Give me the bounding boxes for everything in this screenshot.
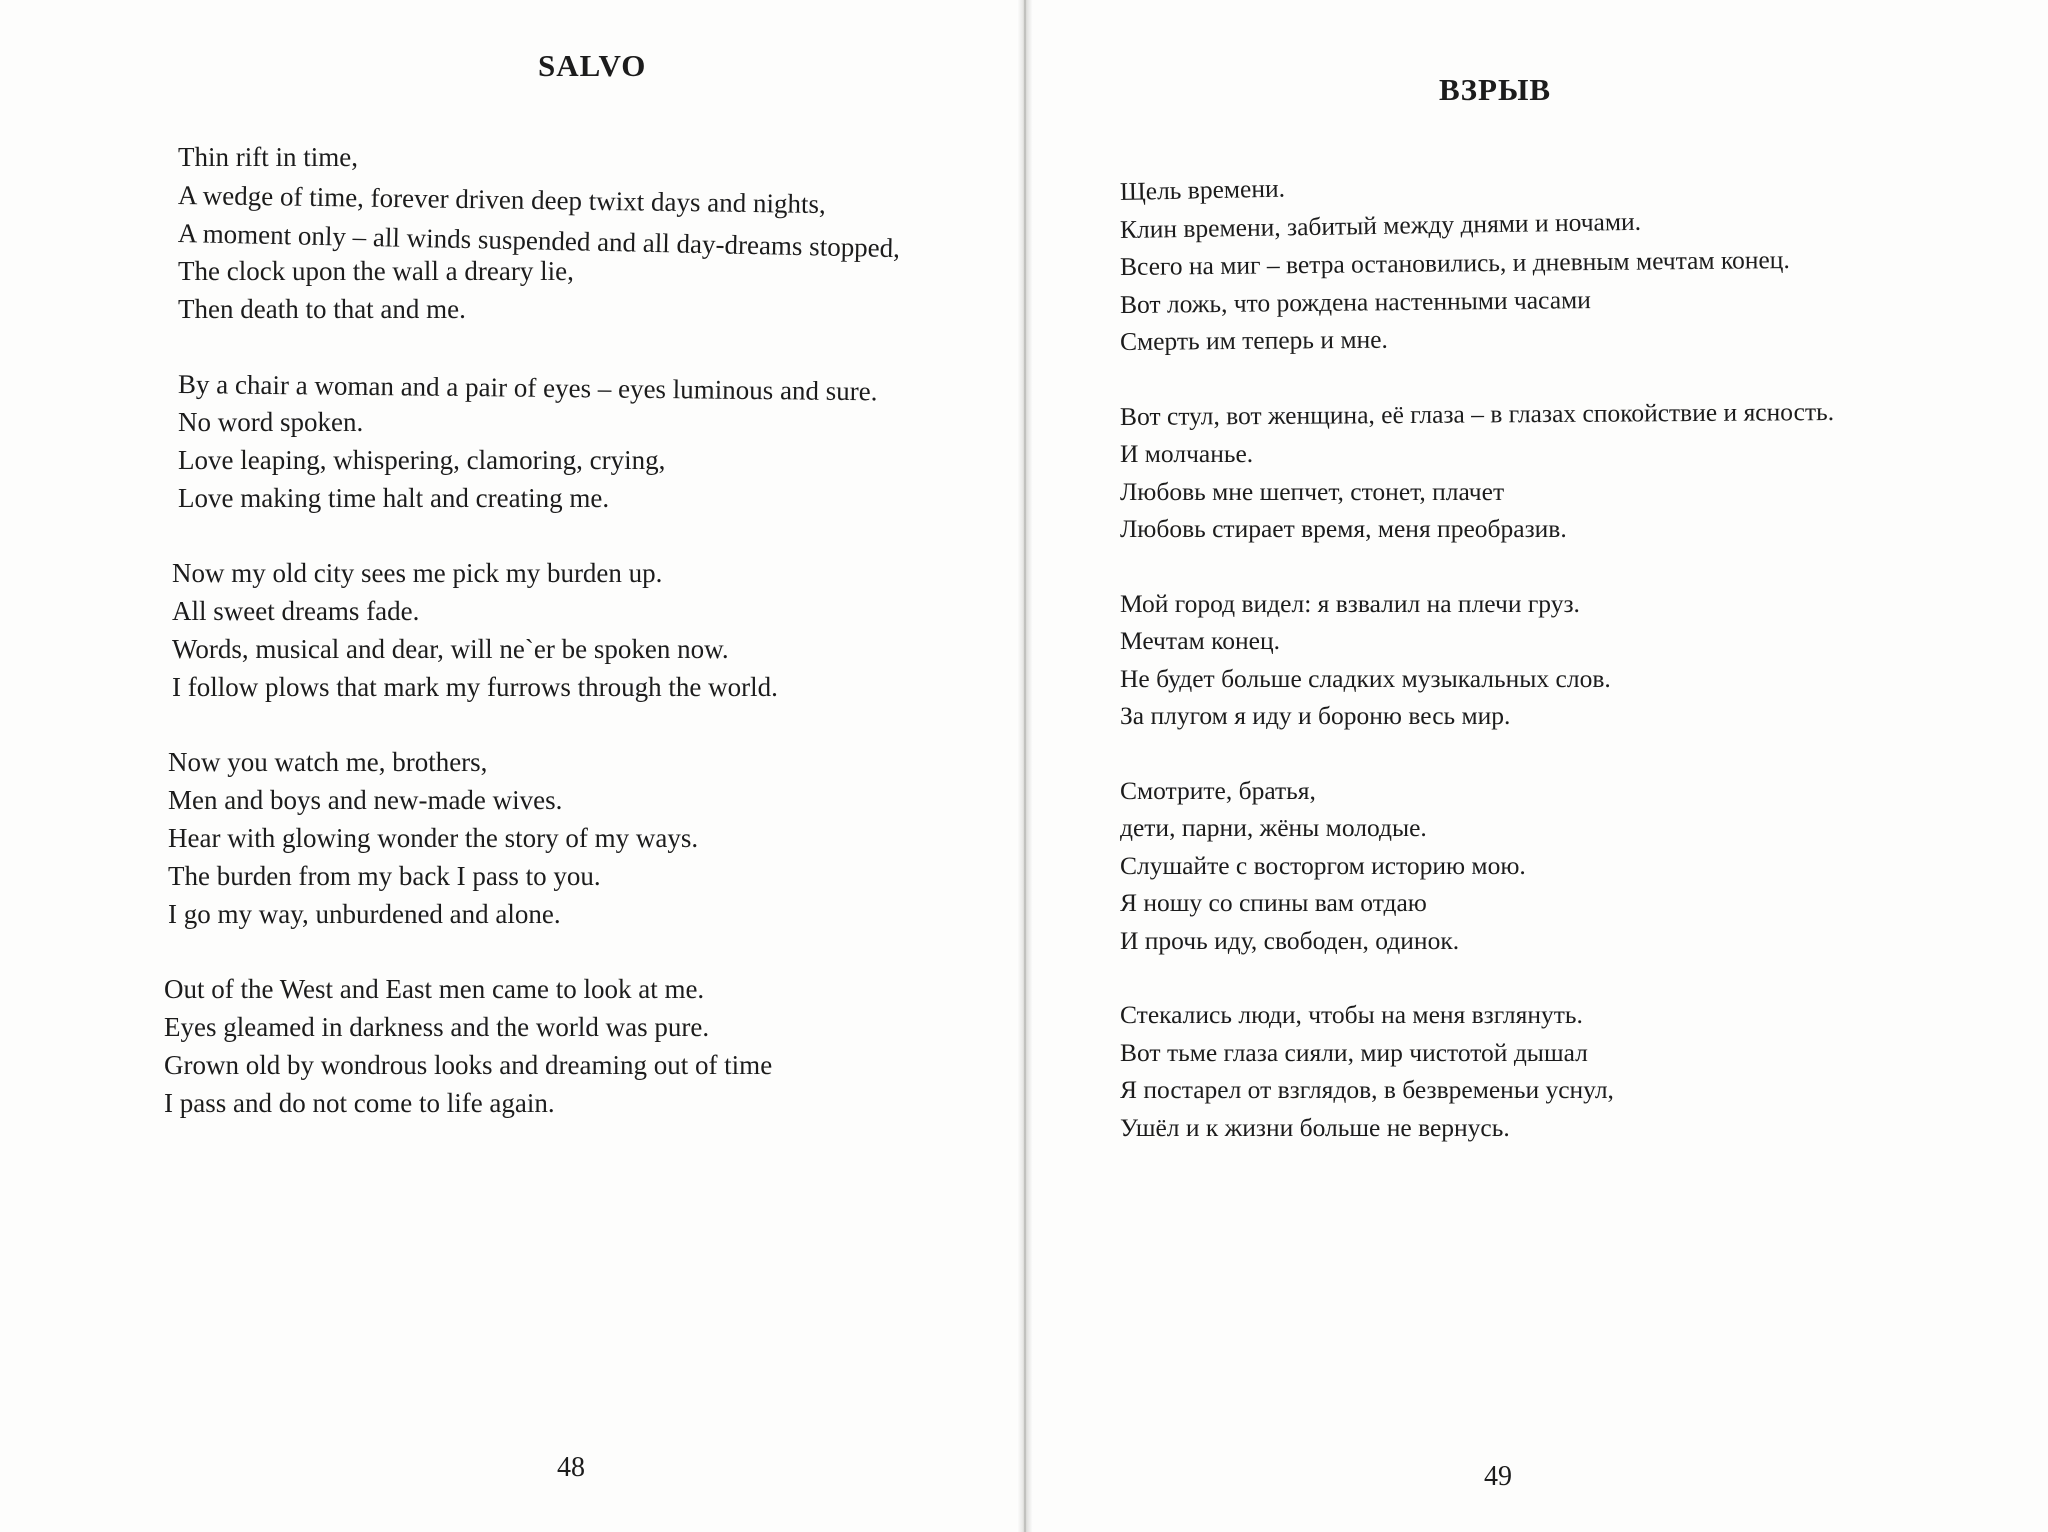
stanza [168, 743, 900, 933]
poem-line: By a chair a woman and a pair of eyes – eyes luminous and sure. [177, 369, 878, 407]
stanza [1120, 173, 1834, 361]
poem-line: Я постарел от взглядов, в безвременьи уснул, [1120, 1075, 1614, 1104]
poem-line: Words, musical and dear, will ne`er be spoken now. [172, 634, 729, 664]
poem-line: Вот тьме глаза сияли, мир чистотой дышал [1120, 1037, 1588, 1067]
poem-line: I pass and do not come to life again. [164, 1088, 555, 1118]
poem-line: Щель времени. [1119, 173, 1286, 206]
poem-line: Then death to that and me. [178, 294, 466, 324]
poem-line: Слушайте с восторгом историю мою. [1120, 850, 1526, 880]
poem-line: Now my old city sees me pick my burden up. [172, 558, 663, 588]
stanza [1120, 585, 1834, 735]
poem-line: Мой город видел: я взвалил на плечи груз. [1120, 588, 1580, 618]
poem-line: I go my way, unburdened and alone. [168, 899, 561, 929]
poem-line: A wedge of time, forever driven deep twixt days and nights, [177, 180, 826, 220]
poem-line: Вот стул, вот женщина, её глаза – в глазах спокойствие и ясность. [1119, 396, 1835, 431]
stanza [178, 365, 900, 517]
right-page [1028, 0, 2048, 1532]
stanza [178, 138, 900, 328]
poem-line: Любовь мне шепчет, стонет, плачет [1120, 476, 1505, 506]
poem-line: A moment only – all winds suspended and all day-dreams stopped, [177, 218, 901, 264]
poem-line: Love leaping, whispering, clamoring, crying, [178, 445, 666, 475]
poem-line: За плугом я иду и бороню весь мир. [1120, 701, 1511, 730]
left-page [0, 0, 1020, 1532]
poem-line: Смотрите, братья, [1120, 775, 1316, 805]
page-title: ВЗРЫВ [1439, 72, 1552, 107]
gutter-fold [1024, 0, 1026, 1532]
poem-english [164, 138, 901, 1159]
page-title: SALVO [538, 48, 647, 83]
poem-line: дети, парни, жёны молодые. [1120, 813, 1427, 842]
poem-line: И прочь иду, свободен, одинок. [1120, 925, 1460, 955]
stanza [1120, 996, 1834, 1146]
stanza [1120, 772, 1834, 960]
poem-line: Не будет больше сладких музыкальных слов. [1120, 663, 1611, 693]
poem-line: Love making time halt and creating me. [178, 483, 610, 513]
poem-line: Now you watch me, brothers, [168, 747, 488, 777]
poem-line: Eyes gleamed in darkness and the world was pure. [164, 1012, 710, 1042]
poem-line: Смерть им теперь и мне. [1119, 324, 1388, 356]
poem-line: Grown old by wondrous looks and dreaming out of time [164, 1050, 773, 1080]
poem-line: Out of the West and East men came to look at me. [164, 974, 705, 1004]
poem-line: Всего на миг – ветра остановились, и дневным мечтам конец. [1119, 244, 1790, 281]
poem-line: Я ношу со спины вам отдаю [1120, 888, 1427, 917]
stanza [1120, 398, 1834, 548]
page-number: 49 [1484, 1461, 1512, 1492]
poem-line: The clock upon the wall a dreary lie, [178, 256, 574, 286]
poem-line: Любовь стирает время, меня преобразив. [1120, 514, 1567, 543]
poem-line: Вот ложь, что рождена настенными часами [1119, 284, 1591, 319]
poem-line: И молчанье. [1120, 439, 1254, 468]
poem-line: Мечтам конец. [1120, 626, 1280, 655]
poem-line: No word spoken. [178, 407, 364, 437]
poem-line: The burden from my back I pass to you. [168, 861, 601, 891]
poem-line: Ушёл и к жизни больше не вернусь. [1120, 1112, 1510, 1142]
poem-line: Стекались люди, чтобы на меня взглянуть. [1120, 1000, 1583, 1029]
stanza [172, 554, 900, 706]
poem-line: All sweet dreams fade. [172, 596, 420, 626]
poem-line: Men and boys and new-made wives. [168, 785, 563, 815]
poem-line: Hear with glowing wonder the story of my ways. [168, 823, 699, 853]
page-number: 48 [557, 1452, 585, 1483]
poem-line: Клин времени, забитый между днями и ночами. [1119, 206, 1642, 244]
poem-line: Thin rift in time, [178, 142, 358, 172]
poem-line: I follow plows that mark my furrows through the world. [172, 672, 778, 702]
stanza [164, 970, 900, 1122]
poem-russian [1120, 173, 1834, 1183]
